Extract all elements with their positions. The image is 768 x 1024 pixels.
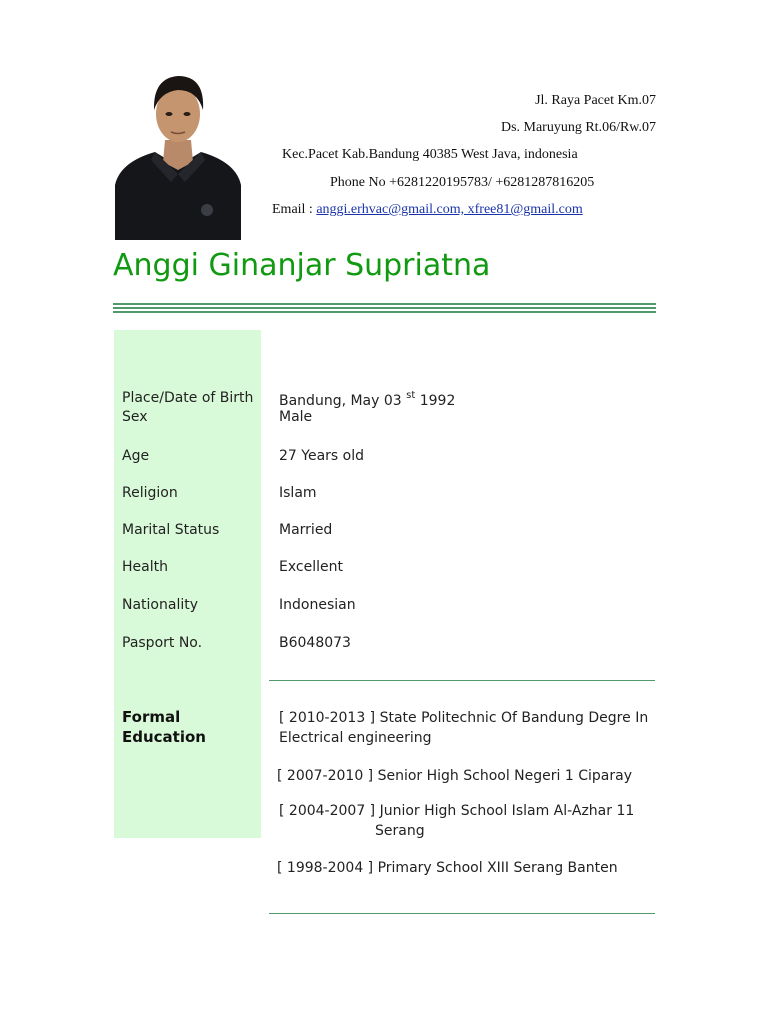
- education-item: [277, 858, 618, 878]
- section-divider: [269, 680, 655, 681]
- divider-rule: [113, 303, 656, 305]
- education-school: State Politechnic Of Bandung Degre In: [379, 710, 649, 726]
- sex-value: Male: [279, 409, 313, 425]
- passport-value: B6048073: [279, 635, 351, 651]
- education-heading-line1: Formal: [122, 708, 181, 726]
- section-divider: [269, 913, 655, 914]
- education-school: Senior High School Negeri 1 Ciparay: [377, 768, 632, 784]
- birth-value-year: 1992: [415, 393, 456, 409]
- education-years: [ 2004-2007 ]: [279, 803, 376, 819]
- phone-number: Phone No +6281220195783/ +6281287816205: [330, 175, 595, 190]
- divider-rule: [113, 311, 656, 313]
- religion-label: Religion: [122, 485, 178, 501]
- age-label: Age: [122, 448, 150, 464]
- email-link[interactable]: anggi.erhvac@gmail.com, xfree81@gmail.com: [316, 202, 583, 217]
- education-years: [ 2007-2010 ]: [277, 768, 374, 784]
- health-value: Excellent: [279, 559, 343, 575]
- address-line-street: Jl. Raya Pacet Km.07: [535, 93, 656, 108]
- passport-label: Pasport No.: [122, 635, 203, 651]
- education-school: Junior High School Islam Al-Azhar 11: [379, 803, 635, 819]
- education-years: [ 2010-2013 ]: [279, 710, 376, 726]
- divider-rule: [113, 307, 656, 309]
- age-value: 27 Years old: [279, 448, 364, 464]
- education-school-cont: Serang: [375, 823, 425, 839]
- email-label: Email :: [272, 202, 317, 217]
- nationality-label: Nationality: [122, 597, 199, 613]
- education-school-cont: Electrical engineering: [279, 730, 432, 746]
- birth-value-suffix: st: [406, 390, 416, 401]
- education-item: [277, 766, 632, 786]
- address-line-district: Kec.Pacet Kab.Bandung 40385 West Java, indonesia: [282, 147, 578, 162]
- religion-value: Islam: [279, 485, 317, 501]
- birth-value-main: Bandung, May 03: [279, 393, 407, 409]
- birth-label: Place/Date of Birth: [122, 390, 254, 406]
- marital-status-label: Marital Status: [122, 522, 220, 538]
- education-school: Primary School XIII Serang Banten: [377, 860, 618, 876]
- marital-status-value: Married: [279, 522, 333, 538]
- education-heading: [122, 707, 206, 747]
- education-item: [279, 708, 648, 748]
- candidate-name: Anggi Ginanjar Supriatna: [113, 248, 491, 283]
- profile-photo-image: [115, 70, 241, 240]
- education-item: [279, 801, 634, 841]
- label-sidebar: [114, 330, 261, 838]
- profile-photo: [115, 70, 241, 240]
- address-line-village: Ds. Maruyung Rt.06/Rw.07: [500, 120, 656, 135]
- education-heading-line2: Education: [122, 728, 206, 746]
- birth-value: [279, 390, 455, 409]
- nationality-value: Indonesian: [279, 597, 356, 613]
- sex-label: Sex: [122, 409, 148, 425]
- email-line: [272, 202, 583, 218]
- education-years: [ 1998-2004 ]: [277, 860, 374, 876]
- health-label: Health: [122, 559, 168, 575]
